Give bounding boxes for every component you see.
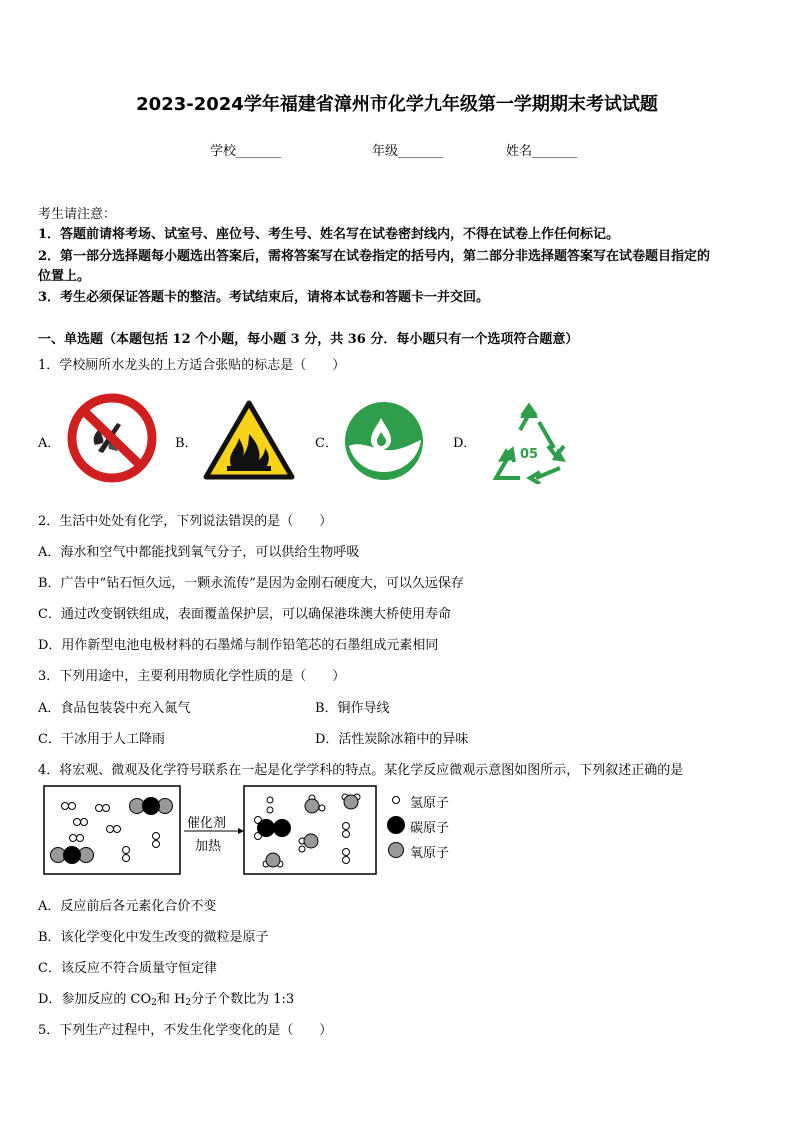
option: D．活性炭除冰箱中的异味 — [315, 732, 469, 747]
notice-item: 位置上。 — [38, 269, 91, 284]
option: C．通过改变钢铁组成，表面覆盖保护层，可以确保港珠澳大桥使用寿命 — [38, 607, 451, 622]
option-label-a: A． — [38, 436, 61, 451]
name-field: 姓名_______ — [506, 144, 578, 159]
question-1-stem: 1．学校厕所水龙头的上方适合张贴的标志是（ ） — [38, 358, 346, 373]
arrow-label-heating: 加热 — [195, 839, 222, 854]
no-smoking-sign-icon — [65, 393, 159, 483]
question-2-stem: 2．生活中处处有化学，下列说法错误的是（ ） — [38, 514, 333, 529]
section-heading: 一、单选题（本题包括 12 个小题，每小题 3 分，共 36 分．每小题只有一个选项符合题意） — [38, 332, 579, 347]
option: A．食品包装袋中充入氮气 — [38, 701, 191, 716]
legend-oxygen: 氧原子 — [410, 846, 450, 861]
hydrogen-legend-swatch — [393, 797, 400, 804]
notice-item: 3．考生必须保证答题卡的整洁。考试结束后，请将本试卷和答题卡一并交回。 — [38, 290, 490, 305]
co2-molecule-left-2 — [51, 846, 94, 864]
option-label-d: D． — [453, 436, 477, 451]
page-title: 2023-2024学年福建省漳州市化学九年级第一学期期末考试试题 — [136, 94, 658, 115]
co2-molecule-left-1 — [130, 797, 173, 815]
notice-heading: 考生请注意： — [38, 207, 117, 222]
flammable-warning-icon — [203, 400, 295, 480]
option: B．铜作导线 — [315, 701, 390, 716]
notice-item: 1．答题前请将考场、试室号、座位号、考生号、姓名写在试卷密封线内，不得在试卷上作任何标记。 — [38, 227, 620, 242]
option-d-formula: D．参加反应的 $CO_2$和 $H_2$分子个数比为 1:3 — [38, 992, 295, 1008]
option: A．反应前后各元素化合价不变 — [38, 899, 217, 914]
option-label-c: C． — [315, 436, 338, 451]
option: D．用作新型电池电极材料的石墨烯与制作铅笔芯的石墨组成元素相同 — [38, 638, 439, 653]
option: A．海水和空气中都能找到氧气分子，可以供给生物呼吸 — [38, 545, 360, 560]
school-field: 学校_______ — [210, 144, 282, 159]
option: B．广告中“钻石恒久远，一颗永流传”是因为金刚石硬度大，可以久远保存 — [38, 576, 464, 591]
carbon-legend-swatch — [387, 816, 405, 834]
option-label-b: B． — [175, 436, 198, 451]
question-5-stem: 5．下列生产过程中，不发生化学变化的是（ ） — [38, 1023, 333, 1038]
notice-item: 2．第一部分选择题每小题选出答案后，需将答案写在试卷指定的括号内，第二部分非选择题答案写在试卷题目指定的 — [38, 249, 711, 264]
oxygen-legend-swatch — [389, 843, 404, 858]
arrow-label-catalyst: 催化剂 — [187, 816, 227, 831]
question-4-stem: 4．将宏观、微观及化学符号联系在一起是化学学科的特点。某化学反应微观示意图如图所示，下列叙述正确的是 — [38, 763, 684, 778]
recycle-sign-icon — [484, 402, 574, 484]
grade-field: 年级_______ — [372, 144, 444, 159]
option: B．该化学变化中发生改变的微粒是原子 — [38, 930, 269, 945]
legend-hydrogen: 氢原子 — [410, 796, 450, 811]
option: C．干冰用于人工降雨 — [38, 732, 165, 747]
water-saving-sign-icon — [343, 400, 425, 482]
question-3-stem: 3．下列用途中，主要利用物质化学性质的是（ ） — [38, 669, 346, 684]
recycle-number: 05 — [519, 447, 539, 462]
legend-carbon: 碳原子 — [410, 821, 450, 836]
option: C．该反应不符合质量守恒定律 — [38, 961, 217, 976]
